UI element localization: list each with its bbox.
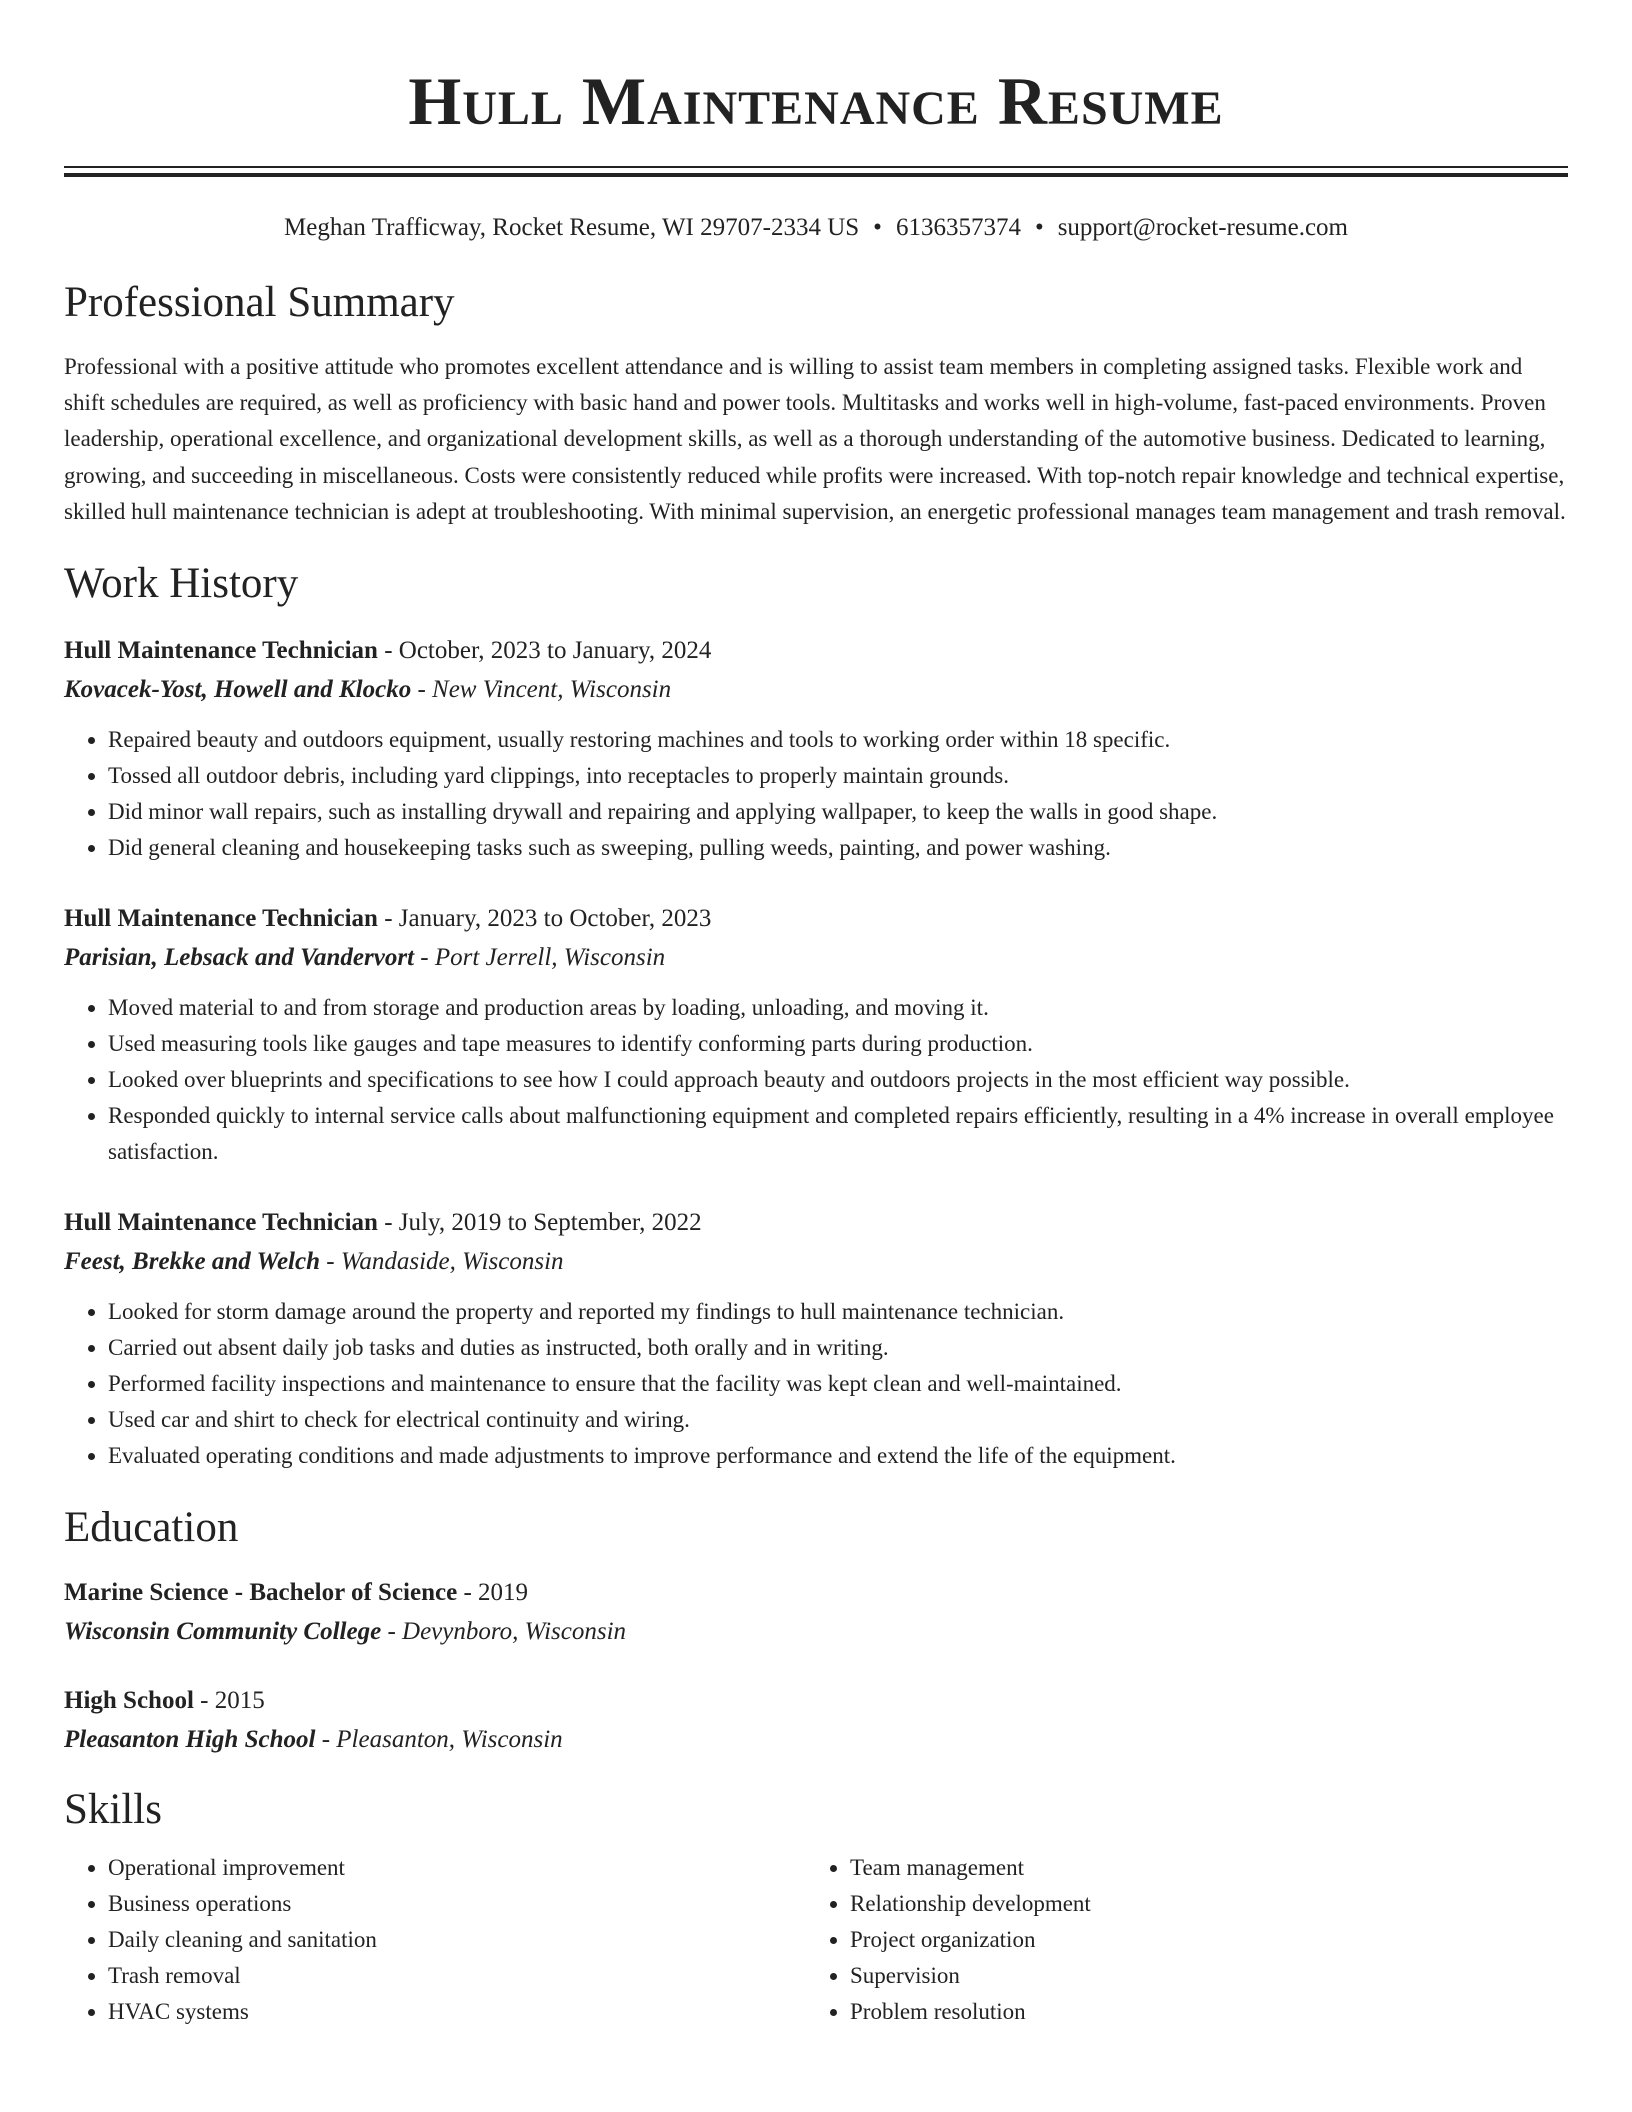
education-location: - Devynboro, Wisconsin	[381, 1618, 627, 1646]
job-duties-list	[64, 1294, 1568, 1474]
job-duties-list	[64, 990, 1568, 1170]
job-company: Feest, Brekke and Welch	[64, 1248, 321, 1276]
section-heading-skills: Skills	[64, 1786, 162, 1834]
job-entry	[64, 632, 1568, 866]
contact-address: Meghan Trafficway, Rocket Resume, WI 29707-2334 US	[284, 214, 860, 241]
education-school: Pleasanton High School	[64, 1726, 316, 1754]
skill-item: • Trash removal	[108, 1958, 806, 1994]
divider-thick-line	[64, 173, 1568, 177]
summary-text: Professional with a positive attitude who promotes excellent attendance and is willing to assist team members in completing assigned tasks. Flexible work and shift schedules are required, as well as proficiency with basic hand and power tools. Multitasks and works well in high-volume, fast-paced environments. Proven leadership, operational excellence, and organizational development skills, as well as a thorough understanding of the automotive business. Dedicated to learning, growing, and succeeding in miscellaneous. Costs were consistently reduced while profits were increased. With top-notch repair knowledge and technical expertise, skilled hull maintenance technician is adept at troubleshooting. With minimal supervision, an energetic professional manages team management and trash removal.	[64, 354, 1566, 524]
skill-item: • Problem resolution	[850, 1994, 1548, 2030]
job-header	[64, 1204, 1568, 1242]
job-location: - Wandaside, Wisconsin	[320, 1248, 564, 1276]
contact-separator: •	[1034, 214, 1044, 241]
education-year: - 2019	[457, 1579, 529, 1607]
skill-item: • Project organization	[850, 1922, 1548, 1958]
job-duty: • Did minor wall repairs, such as installing drywall and repairing and applying wallpaper, to keep the walls in good shape.	[108, 794, 1568, 830]
job-duty: • Did general cleaning and housekeeping tasks such as sweeping, pulling weeds, painting, and power washing.	[108, 830, 1568, 866]
education-degree: High School	[64, 1687, 194, 1715]
job-employer	[64, 1242, 1568, 1282]
education-header	[64, 1574, 1568, 1612]
job-dates: - October, 2023 to January, 2024	[377, 637, 712, 665]
job-dates: - July, 2019 to September, 2022	[377, 1209, 702, 1237]
job-duty: • Looked for storm damage around the property and reported my findings to hull maintenance technician.	[108, 1294, 1568, 1330]
skill-item: • Operational improvement	[108, 1850, 806, 1886]
section-heading-work-history: Work History	[64, 560, 299, 608]
job-title: Hull Maintenance Technician	[64, 637, 378, 665]
contact-email[interactable]: support@rocket-resume.com	[1057, 214, 1348, 241]
job-duty: • Evaluated operating conditions and made adjustments to improve performance and extend the life of the equipment.	[108, 1438, 1568, 1474]
job-dates: - January, 2023 to October, 2023	[377, 905, 712, 933]
page-title: Hull Maintenance Resume	[408, 63, 1224, 139]
education-entry	[64, 1574, 1568, 1652]
job-employer	[64, 670, 1568, 710]
skills-list-left	[64, 1850, 806, 2030]
job-location: - Port Jerrell, Wisconsin	[414, 944, 666, 972]
section-heading-summary: Professional Summary	[64, 279, 455, 326]
job-company: Parisian, Lebsack and Vandervort	[64, 944, 415, 972]
education-institution	[64, 1720, 1568, 1760]
job-duty: • Used car and shirt to check for electrical continuity and wiring.	[108, 1402, 1568, 1438]
contact-separator: •	[873, 214, 882, 241]
education-header	[64, 1682, 1568, 1720]
job-employer	[64, 938, 1568, 978]
job-duty: • Used measuring tools like gauges and tape measures to identify conforming parts during production.	[108, 1026, 1568, 1062]
skill-item: • HVAC systems	[108, 1994, 806, 2030]
job-duty: • Tossed all outdoor debris, including yard clippings, into receptacles to properly maintain grounds.	[108, 758, 1568, 794]
divider-thin-line	[64, 166, 1568, 168]
skill-item: • Relationship development	[850, 1886, 1548, 1922]
job-header	[64, 900, 1568, 938]
skill-item: • Team management	[850, 1850, 1548, 1886]
job-duty: • Performed facility inspections and maintenance to ensure that the facility was kept clean and well-maintained.	[108, 1366, 1568, 1402]
job-duty: • Responded quickly to internal service calls about malfunctioning equipment and completed repairs efficiently, resulting in a 4% increase in overall employee satisfaction.	[108, 1098, 1568, 1170]
contact-phone: 6136357374	[895, 214, 1021, 241]
education-year: - 2015	[193, 1687, 265, 1715]
job-entry	[64, 900, 1568, 1170]
section-heading-education: Education	[64, 1504, 239, 1552]
job-location: - New Vincent, Wisconsin	[411, 676, 672, 704]
job-duty: • Carried out absent daily job tasks and duties as instructed, both orally and in writing.	[108, 1330, 1568, 1366]
skill-item: • Supervision	[850, 1958, 1548, 1994]
education-location: - Pleasanton, Wisconsin	[315, 1726, 563, 1754]
job-duty: • Repaired beauty and outdoors equipment, usually restoring machines and tools to working order within 18 specific.	[108, 722, 1568, 758]
education-degree: Marine Science - Bachelor of Science	[64, 1579, 458, 1607]
contact-line	[64, 211, 1568, 245]
education-institution	[64, 1612, 1568, 1652]
education-school: Wisconsin Community College	[64, 1618, 382, 1646]
skills-list-right	[806, 1850, 1548, 2030]
job-duties-list	[64, 722, 1568, 866]
job-title: Hull Maintenance Technician	[64, 1209, 378, 1237]
education-entry	[64, 1682, 1568, 1760]
job-entry	[64, 1204, 1568, 1474]
job-duty: • Looked over blueprints and specifications to see how I could approach beauty and outdoors projects in the most efficient way possible.	[108, 1062, 1568, 1098]
job-company: Kovacek-Yost, Howell and Klocko	[64, 676, 412, 704]
skill-item: • Business operations	[108, 1886, 806, 1922]
title-divider	[64, 166, 1568, 177]
job-duty: • Moved material to and from storage and production areas by loading, unloading, and moving it.	[108, 990, 1568, 1026]
job-header	[64, 632, 1568, 670]
job-title: Hull Maintenance Technician	[64, 905, 378, 933]
skill-item: • Daily cleaning and sanitation	[108, 1922, 806, 1958]
skills-grid	[64, 1850, 1568, 2030]
